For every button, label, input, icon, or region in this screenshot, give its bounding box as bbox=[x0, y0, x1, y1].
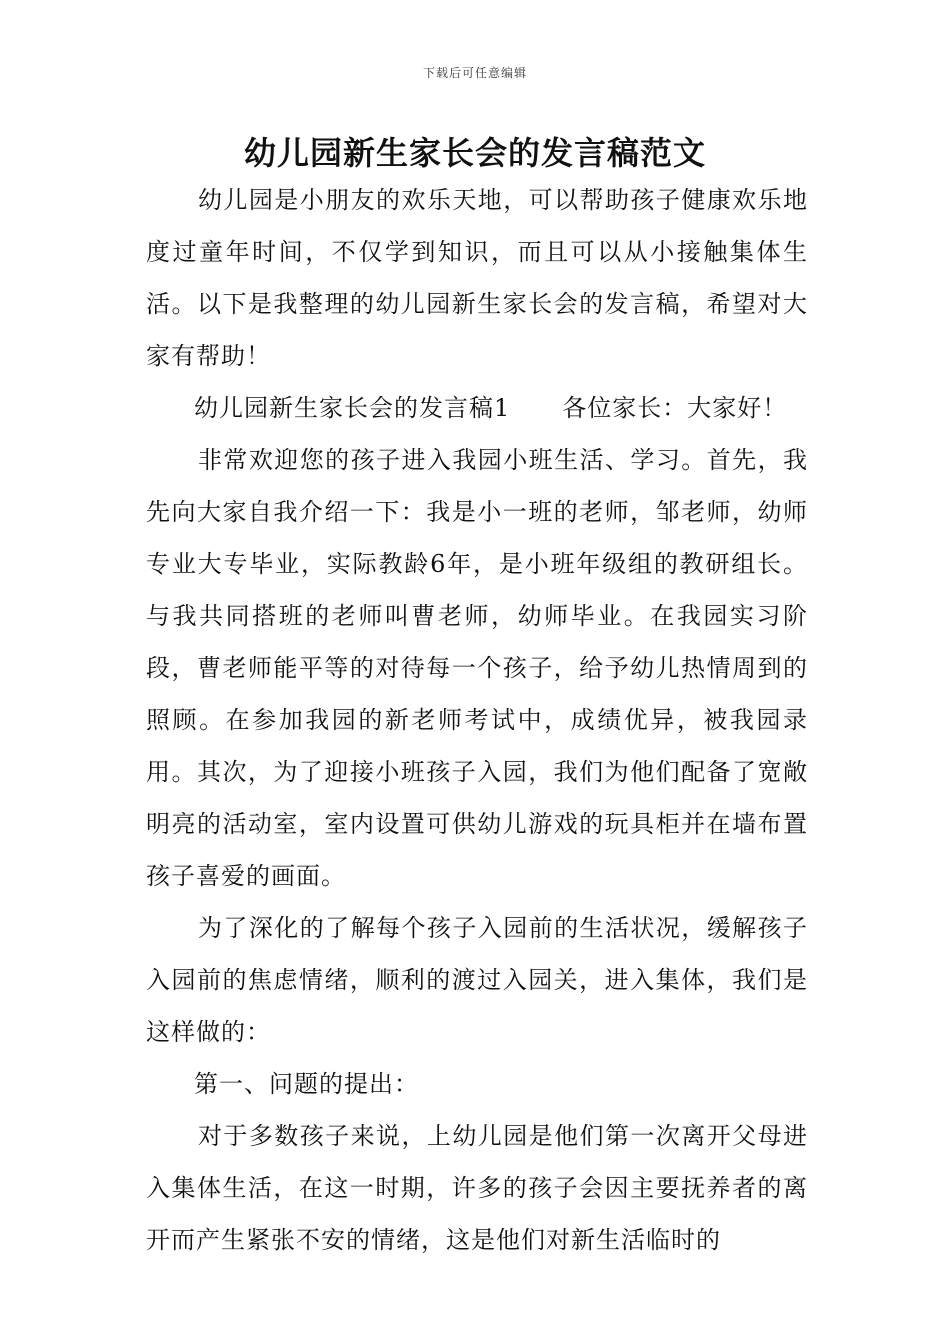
paragraph-1: 非常欢迎您的孩子进入我园小班生活、学习。首先，我先向大家自我介绍一下：我是小一班的老师，邹老师，幼师专业大专毕业，实际教龄6年，是小班年级组的教研组长。与我共同搭班的老师叫曹老师，幼师毕业。在我园实习阶段，曹老师能平等的对待每一个孩子，给予幼儿热情周到的照顾。在参加我园的新老师考试中，成绩优异，被我园录用。其次，为了迎接小班孩子入园，我们为他们配备了宽敞明亮的活动室，室内设置可供幼儿游戏的玩具柜并在墙布置孩子喜爱的画面。 bbox=[146, 446, 808, 890]
greeting: 各位家长：大家好！ bbox=[562, 394, 788, 422]
header-note: 下载后可任意编辑 bbox=[422, 66, 527, 80]
paragraph-2: 为了深化的了解每个孩子入园前的生活状况，缓解孩子入园前的焦虑情绪，顺利的渡过入园关，进入集体，我们是这样做的： bbox=[146, 914, 808, 1046]
section-label-line bbox=[146, 382, 808, 434]
intro-paragraph: 幼儿园是小朋友的欢乐天地，可以帮助孩子健康欢乐地度过童年时间，不仅学到知识，而且可以从小接触集体生活。以下是我整理的幼儿园新生家长会的发言稿，希望对大家有帮助！ bbox=[146, 186, 808, 370]
document-body bbox=[146, 174, 808, 1266]
paragraph-3: 对于多数孩子来说，上幼儿园是他们第一次离开父母进入集体生活，在这一时期，许多的孩子会因主要抚养者的离开而产生紧张不安的情绪，这是他们对新生活临时的 bbox=[146, 1122, 808, 1254]
document-title: 幼儿园新生家长会的发言稿范文 bbox=[243, 134, 706, 172]
heading-1: 第一、问题的提出： bbox=[194, 1070, 419, 1098]
section-label: 幼儿园新生家长会的发言稿1 bbox=[194, 394, 511, 422]
